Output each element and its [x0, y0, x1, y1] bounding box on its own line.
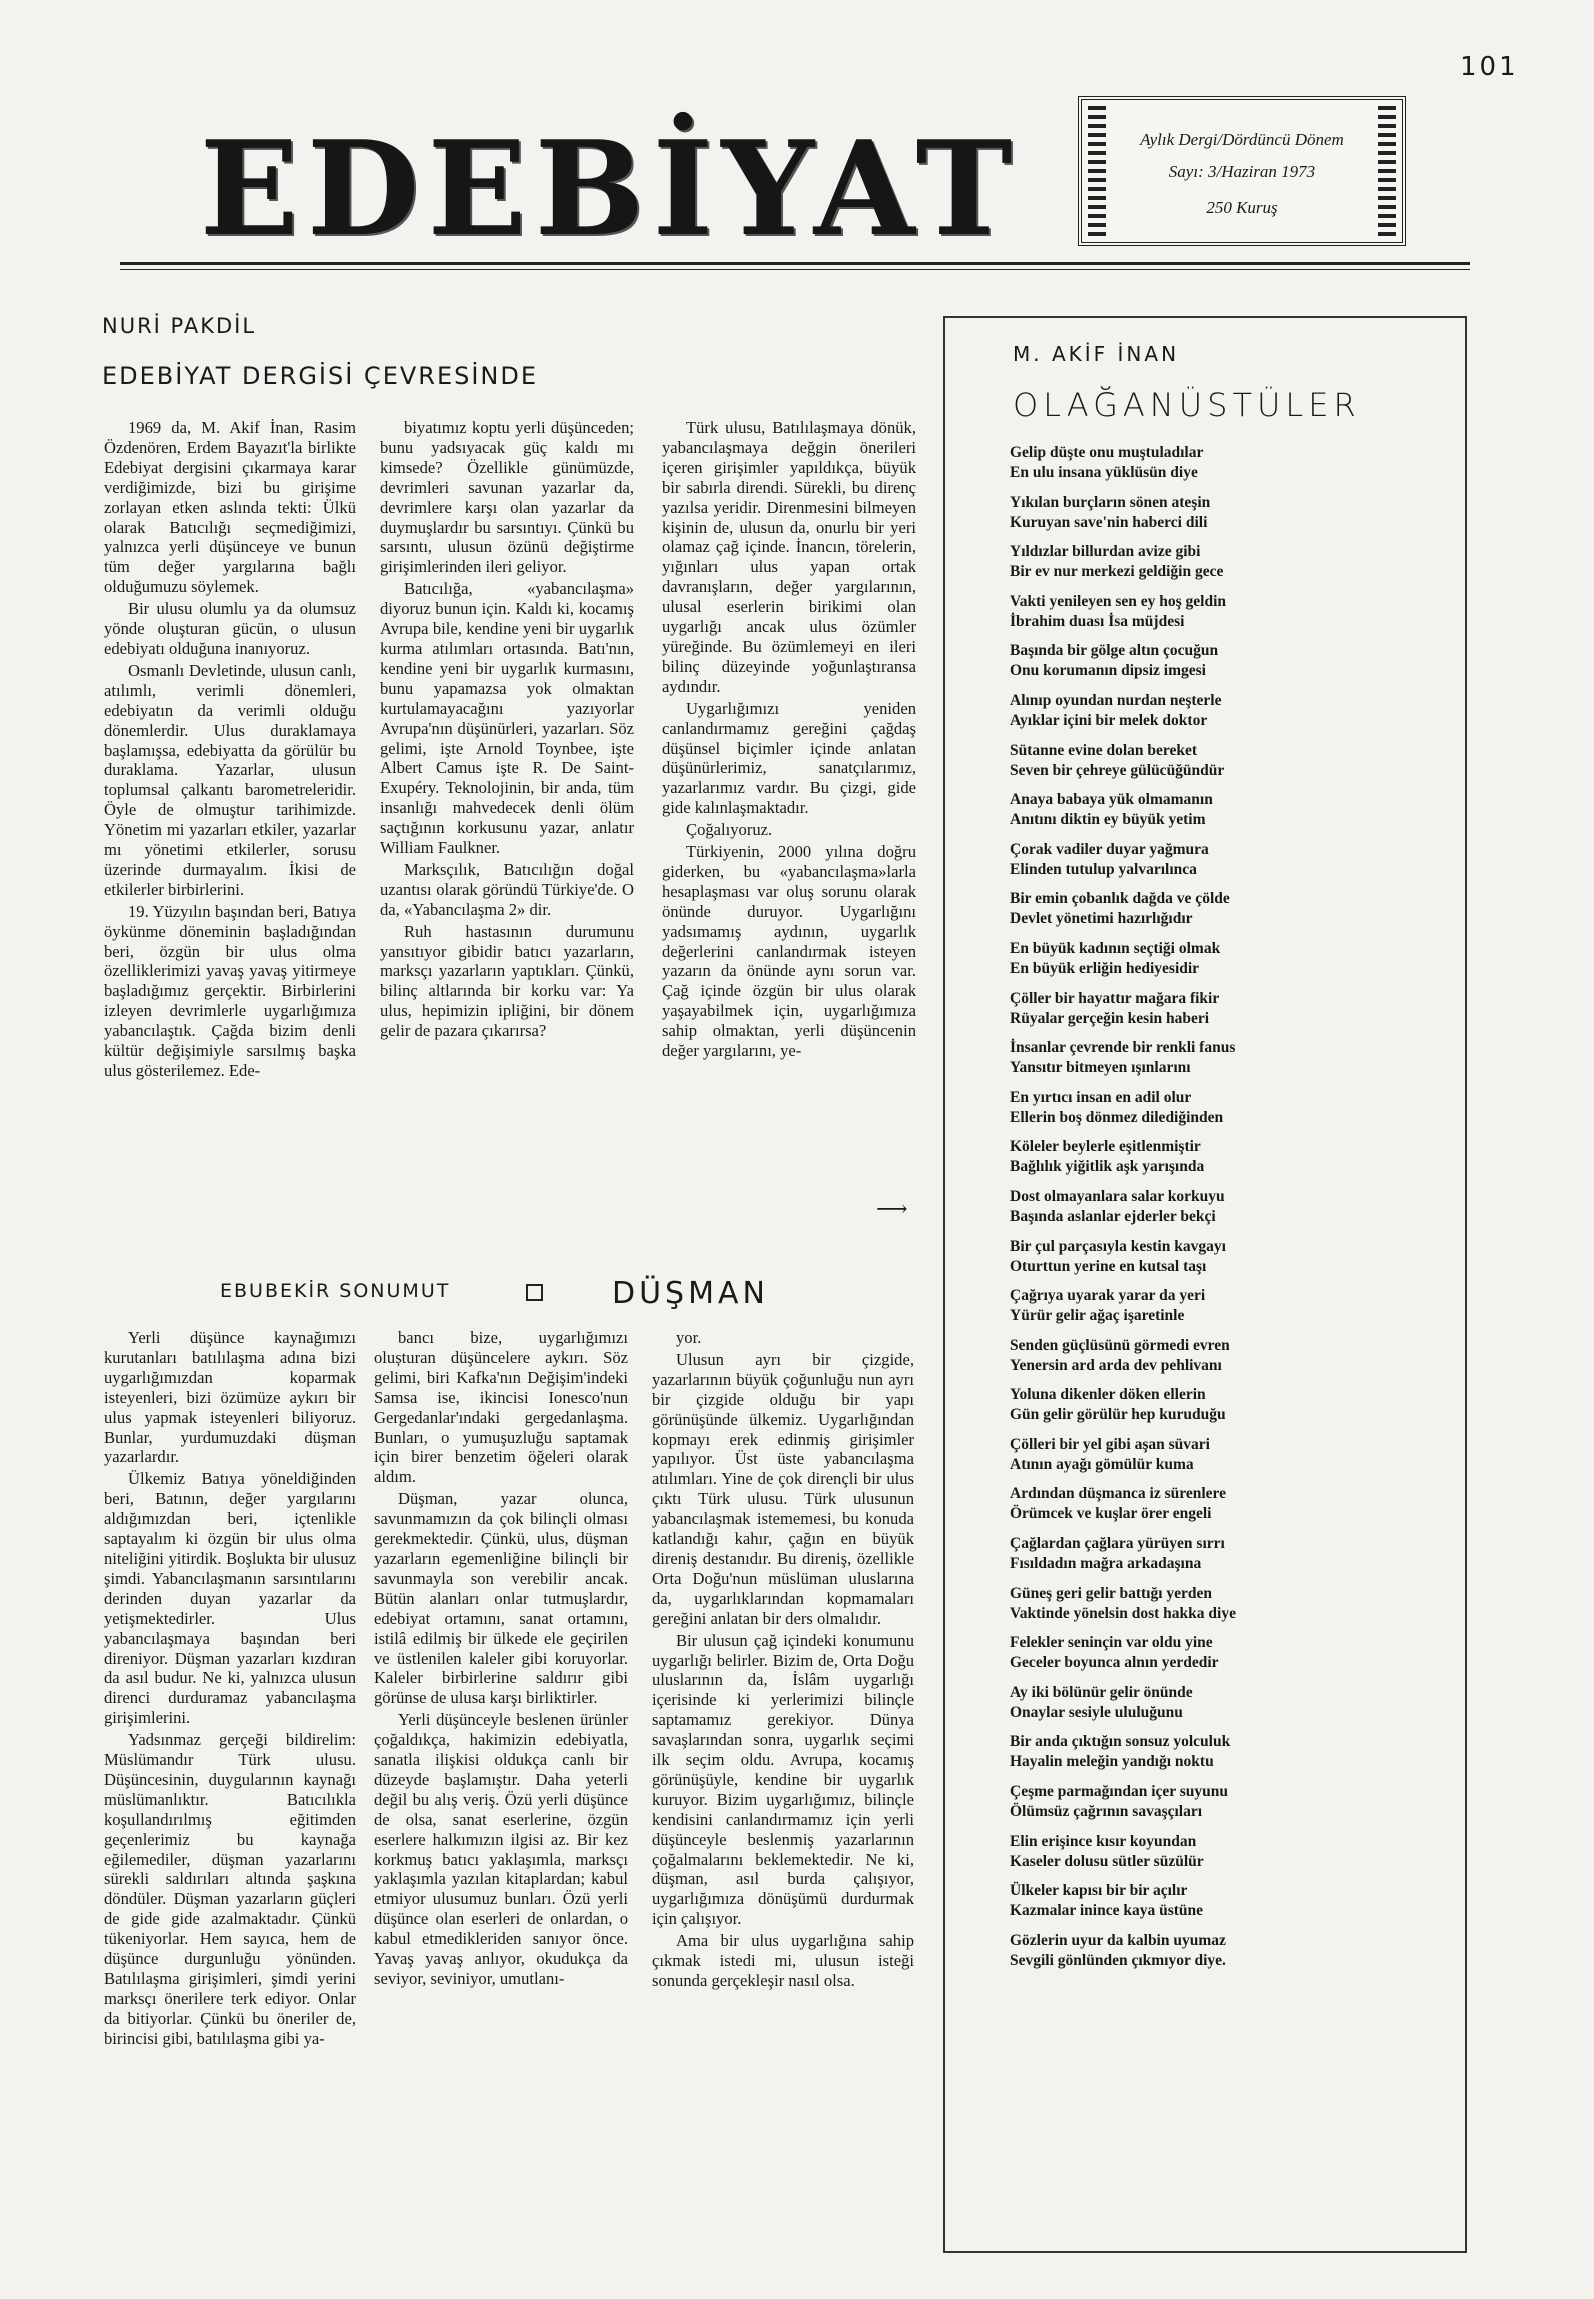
paragraph: Marksçılık, Batıcılığın doğal uzantısı olarak göründü Türkiye'de. O da, «Yabancılaşma 2» dir. — [380, 859, 634, 919]
poem-line: Ellerin boş dönmez dilediğinden — [1010, 1108, 1224, 1126]
poem-line: Onaylar sesiyle ululuğunu — [1010, 1703, 1183, 1721]
couplet — [1010, 939, 1450, 989]
paragraph: 1969 da, M. Akif İnan, Rasim Özdenören, Erdem Bayazıt'la birlikte Edebiyat dergisini çıkarmaya karar verdiğimizde, bizi bu girişime zorlayan etken aslında tekti: Ülkü olarak Batıcılığı seçmediğimizi, yalnızca yerli düşünceye ve bunun tüm değer yargılarına bağlı olduğumuzu söylemek. — [104, 418, 356, 597]
decorative-stripes — [1088, 106, 1106, 236]
poem-line: Ülkeler kapısı bir bir açılır — [1010, 1882, 1188, 1900]
poem-line: İnsanlar çevrende bir renkli fanus — [1010, 1039, 1236, 1057]
paragraph: Ruh hastasının durumunu yansıtıyor gibidir batıcı yazarların, marksçı yazarların yaptıkları. Çünkü, bilinç altlarında bir korku var: Ya ulus, hepimizin ipliğini, bir dönem gelir de pazara çıkarırsa? — [380, 921, 634, 1041]
poem-line: Yenersin ard arda dev pehlivanı — [1010, 1356, 1222, 1374]
poem-line: Çorak vadiler duyar yağmura — [1010, 840, 1209, 858]
poem-line: Bir ev nur merkezi geldiğin gece — [1010, 563, 1224, 581]
poem-line: Hayalin meleğin yandığı noktu — [1010, 1753, 1214, 1771]
couplet — [1010, 790, 1450, 840]
couplet — [1010, 1782, 1450, 1832]
poem-line: Geceler boyunca alnın yerdedir — [1010, 1654, 1219, 1672]
couplet — [1010, 1584, 1450, 1634]
poem-line: Bir anda çıktığın sonsuz yolculuk — [1010, 1733, 1231, 1751]
paragraph: Bir ulusun çağ içindeki konumunu uygarlığı belirler. Bizim de, Orta Doğu uluslarının da, İslâm uygarlığı içerisinde ki yerlerimizi bilinçle saptamamız gerekiyor. Dünya savaşlarından sonra, uygarlık seçimi ilk seçim oldu. Avrupa, kocamış görünüşüyle, kendine bir uygarlık kuruyor. Bizim uygarlığımız, bilinçle kendisini canlandırmamız için yerli düşünceyle beslenmiş yazarlarının çoğalmalarını beklemektedir. Ne ki, düşman, asıl burda çalışıyor, uygarlığımıza dönüşümü durdurmak için çalışıyor. — [652, 1630, 914, 1929]
paragraph: Türk ulusu, Batılılaşmaya dönük, yabancılaşmaya değgin önerileri içeren girişimler yapıldıkça, büyük bir sabırla direndi. Sürekli, bu direnç yazılsa yeridir. Direnmesini bilmeyen kişinin de, ulusun da, onurlu bir yeri olamaz çağ içinde. İnancın, törelerin, yığınları ulus yapan ortak davranışların, değer yargılarının, ulusal eserlerin birikimi olan uygarlığı ancak ulus özümler yüreğinde. Bu özümlemeyi en ileri bilinç düzeyinde yoğunlaştıransa aydındır. — [662, 418, 916, 696]
page-number: 101 — [1460, 52, 1519, 82]
poem-line: Oturttun yerine en kutsal taşı — [1010, 1257, 1207, 1275]
masthead — [150, 112, 1070, 265]
poem-line: Sevgili gönlünden çıkmıyor diye. — [1010, 1951, 1226, 1969]
magazine-subtitle: Aylık Dergi/Dördüncü Dönem — [1140, 130, 1344, 149]
poem-couplets — [1010, 443, 1450, 1980]
couplet — [1010, 1038, 1450, 1088]
poem-line: Seven bir çehreye gülücüğündür — [1010, 761, 1225, 779]
poem-line: Onu korumanın dipsiz imgesi — [1010, 662, 1206, 680]
poem-line: Elinden tutulup yalvarılınca — [1010, 860, 1197, 878]
poem-line: Dost olmayanlara salar korkuyu — [1010, 1187, 1225, 1205]
poem-line: Felekler seninçin var oldu yine — [1010, 1634, 1213, 1652]
poem-line: Kuruyan save'nin haberci dili — [1010, 513, 1208, 531]
paragraph: Yadsınmaz gerçeği bildirelim: Müslümandır Türk ulusu. Düşüncesinin, duygularının kaynağı müslümanlıktır. Batıcılıkla koşullandırılmış eğitimden geçenlerimiz bu kaynağa eğilemediler, düşman yazarlarını sürekli saldırıları altında şaşkına döndüler. Düşman yazarların güçleri de gide gide azalmaktadır. Çünkü tükeniyorlar. Hem sayıca, hem de düşünce durgunluğu yönünden. Batılılaşma girişimleri, şimdi yerini marksçı önerilere terk ediyor. Onlar da bitiyorlar. Çünkü bu öneriler de, birincisi gibi, batılılaşma gibi ya- — [104, 1730, 356, 2048]
poem-line: Ayıklar içini bir melek doktor — [1010, 711, 1208, 729]
paragraph: Bir ulusu olumlu ya da olumsuz yönde oluşturan gücün, o ulusun edebiyatı olduğuna inanıyoruz. — [104, 599, 356, 658]
couplet — [1010, 691, 1450, 741]
couplet — [1010, 592, 1450, 642]
poem-title: OLAĞANÜSTÜLER — [1013, 386, 1361, 424]
couplet — [1010, 1832, 1450, 1882]
article2-author: EBUBEKİR SONUMUT — [220, 1280, 451, 1302]
couplet — [1010, 1931, 1450, 1981]
article1-column — [104, 418, 356, 1216]
article1-author: NURİ PAKDİL — [102, 314, 257, 338]
couplet — [1010, 1385, 1450, 1435]
couplet — [1010, 840, 1450, 890]
poem-line: Çağlardan çağlara yürüyen sırrı — [1010, 1535, 1225, 1553]
couplet — [1010, 1286, 1450, 1336]
poem-line: Yürür gelir ağaç işaretinle — [1010, 1307, 1185, 1325]
poem-line: Bağlılık yiğitlik aşk yarışında — [1010, 1158, 1205, 1176]
poem-line: Kazmalar inince kaya üstüne — [1010, 1902, 1204, 1920]
poem-line: Gözlerin uyur da kalbin uyumaz — [1010, 1931, 1226, 1949]
article2-column — [104, 1328, 356, 2248]
poem-line: Sütanne evine dolan bereket — [1010, 741, 1198, 759]
poem-line: Ay iki bölünür gelir önünde — [1010, 1683, 1193, 1701]
poem-line: Başında aslanlar ejderler bekçi — [1010, 1207, 1216, 1225]
article2-column — [374, 1328, 628, 2248]
couplet — [1010, 542, 1450, 592]
article1-column — [662, 418, 916, 1188]
paragraph: Ama bir ulus uygarlığına sahip çıkmak istedi mi, ulusun isteği sonunda gerçekleşir nasıl olsa. — [652, 1931, 914, 1990]
square-icon — [526, 1284, 543, 1301]
paragraph: Ulusun ayrı bir çizgide, yazarlarının büyük çoğunluğu nun ayrı bir çizgide olduğu bir yapı görünüşünde ülkemiz. Uygarlığından kopmayı erek edinmiş girişimler yapılıyor. Üst üste yabancılaşma atılımları. Yine de çok dirençli bir ulus çıktı Türk ulusu. Türk ulusunun yabancılaşmak istememesi, bu konuda katlandığı kahır, çağın en büyük direniş destanıdır. Bu direniş, özellikle Orta Doğu'nun müslüman uluslarına da, uygarlıklarından kopmamaları gereğini anlatan bir ders olmalıdır. — [652, 1349, 914, 1628]
couplet — [1010, 1187, 1450, 1237]
article1-title: EDEBİYAT DERGİSİ ÇEVRESİNDE — [102, 362, 539, 390]
poem-line: Yansıtır bitmeyen ışınlarını — [1010, 1059, 1191, 1077]
poem-line: En ulu insana yüklüsün diye — [1010, 464, 1198, 481]
poem-line: Rüyalar gerçeğin kesin haberi — [1010, 1009, 1210, 1027]
poem-line: Anıtını diktin ey büyük yetim — [1010, 811, 1206, 829]
couplet — [1010, 989, 1450, 1039]
poem-line: Yıldızlar billurdan avize gibi — [1010, 543, 1201, 561]
poem-line: Atının ayağı gömülür kuma — [1010, 1455, 1194, 1473]
poem-line: Elin erişince kısır koyundan — [1010, 1832, 1197, 1850]
poem-line: Çöller bir hayattır mağara fikir — [1010, 989, 1220, 1007]
couplet — [1010, 1683, 1450, 1733]
masthead-rule — [120, 262, 1470, 265]
couplet — [1010, 889, 1450, 939]
paragraph: Osmanlı Devletinde, ulusun canlı, atılımlı, verimli dönemleri, edebiyatın da verimli olduğu dönemlerdir. Ulus duraklamaya başlamışsa, edebiyatta da görülür bu duraklama. Yazarlar, ulusun toplumsal çalkantı barometreleridir. Öyle de olmuştur tarihimizde. Yönetim mi yazarları etkiler, yazarlar mı yönetimi etkilerler, sorusu üzerinde durmayalım. İkisi de etkilerler birbirlerini. — [104, 660, 356, 899]
poem-line: Güneş geri gelir battığı yerden — [1010, 1584, 1213, 1602]
poem-line: İbrahim duası İsa müjdesi — [1010, 612, 1185, 630]
paragraph: Batıcılığa, «yabancılaşma» diyoruz bunun için. Kaldı ki, kocamış Avrupa bile, kendine yeni bir uygarlık kurma atılımları ortasında. Batı'nın, kendine yeni bir uygarlık kurmasını, bunu yapamazsa yok olmaktan kurtulamayacağını yazıyorlar Avrupa'nın düşünürleri, yazarları. Söz gelimi, işte Arnold Toynbee, işte Albert Camus işte R. De Saint-Exupéry. Teknolojinin, bir anda, tüm insanlığı mahvedecek denli ölüm saçtığının korkusunu yazar, anlatır William Faulkner. — [380, 579, 634, 858]
article2-title: DÜŞMAN — [612, 1276, 769, 1311]
price: 250 Kuruş — [1206, 198, 1278, 217]
poem-line: Ölümsüz çağrının savaşçıları — [1010, 1803, 1203, 1821]
couplet — [1010, 1137, 1450, 1187]
paragraph: 19. Yüzyılın başından beri, Batıya öykünme döneminin başladığından beri, özgün bir ulus olma özelliklerimizi yavaş yavaş yitirmeye başladığımız gerçektir. Birbirlerini izleyen devrimlerle uygarlığımıza yabancılaştık. Çağda bizim denli kültür değişimiyle sarsılmış başka ulus gösterilemez. Ede- — [104, 901, 356, 1080]
paragraph: Ülkemiz Batıya yöneldiğinden beri, Batının, değer yargılarını aldığımızdan beri, içtenlikle saptayalım ki özgün bir ulus olma niteliğini yitirdik. Boşlukta bir ulusuz şimdi. Yabancılaşmanın sarsıntılarını derinden duyan yazarlar da yetişmektedirler. Ulus yabancılaşmaya başından beri direniyor. Düşman yazarları kızdıran da asıl budur. Ne ki, yalnızca ulusun direnci durduramaz yabancılaşma girişimlerini. — [104, 1469, 356, 1728]
masthead-title: EDEBİYAT — [199, 112, 1021, 265]
poem-author: M. AKİF İNAN — [1013, 342, 1180, 366]
continue-arrow-icon: ⟶ — [876, 1196, 908, 1221]
poem-line: Vakti yenileyen sen ey hoş geldin — [1010, 592, 1227, 610]
poem-line: Bir çul parçasıyla kestin kavgayı — [1010, 1237, 1226, 1255]
couplet — [1010, 493, 1450, 543]
decorative-stripes — [1378, 106, 1396, 236]
poem-line: Alınıp oyundan nurdan neşterle — [1010, 691, 1222, 709]
poem-line: Anaya babaya yük olmamanın — [1010, 791, 1213, 809]
couplet — [1010, 641, 1450, 691]
paragraph: Türkiyenin, 2000 yılına doğru giderken, bu «yabancılaşma»larla hesaplaşması var oluş sorunu olarak önünde duruyor. Uygarlığını yadsımamış aydının, uygarlık değerlerini canlandırmak isteyen yazarın da önünde aynı sorun var. Çağ içinde özgün bir ulus olarak yaşayabilmek için, uygarlığımıza sahip olmaktan, yerli düşüncenin değer yargılarını, ye- — [662, 842, 916, 1061]
couplet — [1010, 1633, 1450, 1683]
poem-line: Fısıldadın mağra arkadaşına — [1010, 1555, 1202, 1573]
couplet — [1010, 1484, 1450, 1534]
paragraph: yor. — [676, 1328, 702, 1347]
poem-line: En büyük erliğin hediyesidir — [1010, 959, 1200, 977]
paragraph: Yerli düşünceyle beslenen ürünler çoğaldıkça, hakimizin edebiyatla, sanatla ilişkisi oldukça canlı bir düzeyde başlamıştır. Daha yeterli değil bu alış veriş. Özü yerli düşünce de olsa, sanat eserlerine, özgün eserlere halkımızın ilgisi az. Bir kez korkmuş batıcı yaklaşımla, marksçı yaklaşımla yazılan kitaplardan; kabul etmiyor ulusumuz bunları. Özü yerli düşünce olan eserleri de onlardan, o kabul etmedikleriden sanıyor önce. Yavaş yavaş anlıyor, okudukça da seviyor, seviniyor, umutlanı- — [374, 1710, 628, 1988]
couplet — [1010, 1237, 1450, 1287]
article2-column — [652, 1328, 914, 2248]
poem-line: Gün gelir görülür hep kuruduğu — [1010, 1406, 1226, 1424]
poem-line: Ardından düşmanca iz sürenlere — [1010, 1485, 1227, 1503]
poem-line: Köleler beylerle eşitlenmiştir — [1010, 1138, 1201, 1156]
poem-line: Başında bir gölge altın çocuğun — [1010, 642, 1219, 660]
poem-line: Çeşme parmağından içer suyunu — [1010, 1783, 1229, 1801]
couplet — [1010, 1534, 1450, 1584]
issue-info-box — [1078, 96, 1406, 246]
paragraph: biyatımız koptu yerli düşünceden; bunu yadsıyacak güç kaldı mı kimsede? Özellikle günümüzde, devrimleri savunan yazarlar da, devrimlere karşı olan yazarlar da duymuşlardır bu sarsıntıyı. Çünkü bu sarsıntı, ulusun özünü değiştirme girişimlerinden ileri geliyor. — [380, 418, 634, 577]
poem-line: Vaktinde yönelsin dost hakka diye — [1010, 1604, 1236, 1622]
couplet — [1010, 1732, 1450, 1782]
poem-line: Gelip düşte onu muştuladılar — [1010, 444, 1204, 461]
poem-line: En yırtıcı insan en adil olur — [1010, 1088, 1192, 1106]
paragraph: Uygarlığımızı yeniden canlandırmamız gereğini çağdaş düşünsel biçimler içinde anlatan düşünürlerimiz, sanatçılarımız, yazarlarımız vardır. Bu çizgi, gide gide kalınlaşmaktadır. — [662, 698, 916, 818]
poem-line: Bir emin çobanlık dağda ve çölde — [1010, 890, 1230, 908]
couplet — [1010, 1088, 1450, 1138]
poem-line: Senden güçlüsünü görmedi evren — [1010, 1336, 1230, 1354]
paragraph: Çoğalıyoruz. — [686, 820, 773, 840]
poem-line: Yoluna dikenler döken ellerin — [1010, 1386, 1206, 1404]
couplet — [1010, 443, 1450, 493]
masthead-rule — [120, 269, 1470, 270]
poem-line: Çağrıya uyarak yarar da yeri — [1010, 1287, 1206, 1305]
poem-line: Çölleri bir yel gibi aşan süvari — [1010, 1435, 1210, 1453]
article1-column — [380, 418, 634, 1216]
poem-line: Kaseler dolusu sütler süzülür — [1010, 1852, 1204, 1870]
couplet — [1010, 1881, 1450, 1931]
poem-line: En büyük kadının seçtiği olmak — [1010, 939, 1221, 957]
paragraph: Yerli düşünce kaynağımızı kurutanları batılılaşma adına bizi uygarlığımızdan koparmak isteyenleri, bizi özümüze aykırı bir ulus yapmak isteyenleri biliyoruz. Bunlar, yurdumuzdaki düşman yazarlardır. — [104, 1328, 356, 1467]
poem-line: Örümcek ve kuşlar örer engeli — [1010, 1505, 1212, 1523]
couplet — [1010, 1435, 1450, 1485]
couplet — [1010, 741, 1450, 791]
poem-line: Devlet yönetimi hazırlığıdır — [1010, 910, 1193, 928]
paragraph: bancı bize, uygarlığımızı olușturan düşüncelere aykırı. Söz gelimi, biri Kafka'nın Değişim'indeki Samsa ise, ikincisi Ionesco'nun Gergedanlar'ındaki gergedanlaşma. Bunları, o yumuşuzluğu saptamak için birer benzetim öğeleri olarak aldım. — [374, 1328, 628, 1487]
issue-number: Sayı: 3/Haziran 1973 — [1168, 162, 1316, 181]
paragraph: Düşman, yazar olunca, savunmamızın da çok bilinçli olması gerekmektedir. Çünkü, ulus, düşman yazarların egemenliğine bilinçli bir savunmayla son verebilir ancak. Bütün alanları onlar tutmuşlardır, edebiyat ortamını, sanat ortamını, istilâ edilmiş bir ülkede ele geçirilen ve üstlenilen kaleler gibi koruyorlar. Kaleler birbirlerine saldırır gibi görünse de ulusa karşı birliktirler. — [374, 1489, 628, 1708]
poem-line: Yıkılan burçların sönen ateşin — [1010, 493, 1211, 511]
couplet — [1010, 1336, 1450, 1386]
